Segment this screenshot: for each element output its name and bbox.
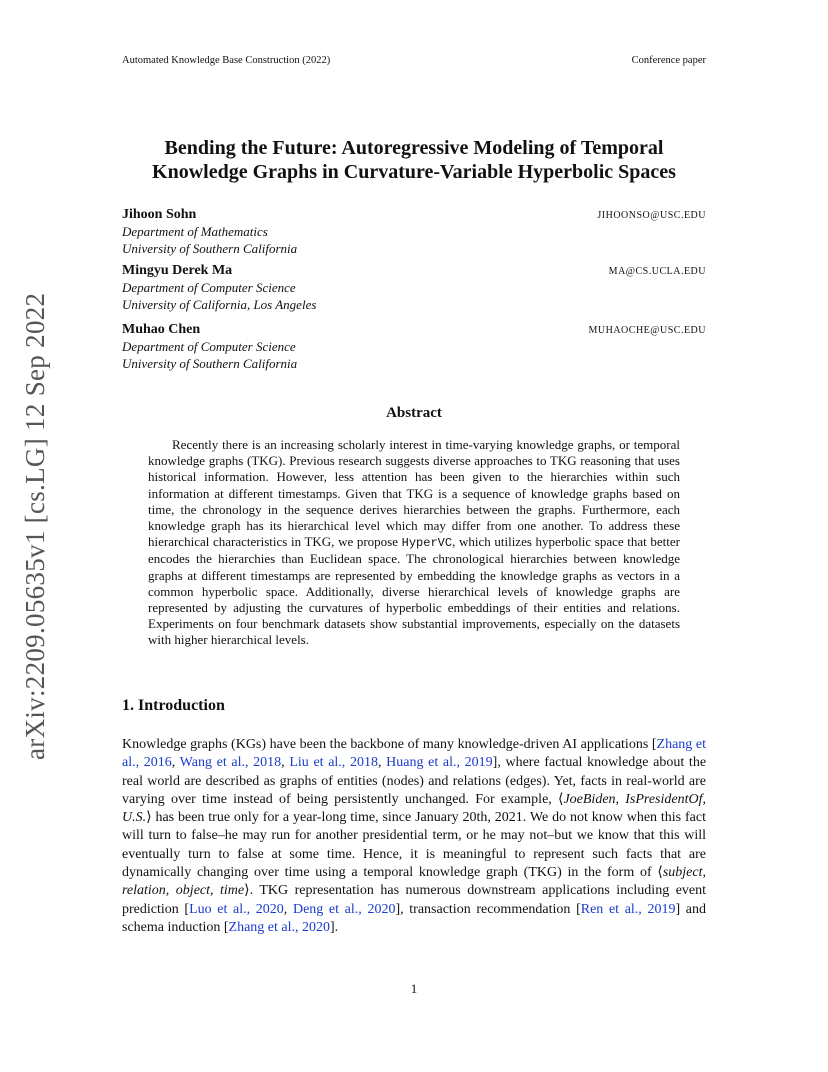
author-name: Mingyu Derek Ma [122,263,233,278]
author-university: University of Southern California [122,356,298,371]
author-block [122,262,706,313]
fact-tuple: JoeBiden, IsPresidentOf, U.S. [122,791,706,826]
author-department: Department of Mathematics [122,224,268,239]
running-header-venue: Automated Knowledge Base Construction (2022) [122,55,331,66]
abstract-body [148,437,680,649]
title-line-1: Bending the Future: Autoregressive Modeling of Temporal [164,137,664,159]
citation-link[interactable]: Zhang et al., 2016 [122,737,706,771]
intro-text: , [377,755,387,771]
intro-text: , [171,755,180,771]
citation-link[interactable]: Huang et al., 2019 [386,755,493,771]
author-name: Jihoon Sohn [122,207,197,222]
intro-text: Knowledge graphs (KGs) have been the backbone of many knowledge-driven AI applications [ [122,737,657,752]
author-name: Muhao Chen [122,322,201,337]
citation-link[interactable]: Zhang et al., 2020 [228,919,331,935]
author-university: University of California, Los Angeles [122,297,317,312]
intro-text: ], transaction recommendation [ [395,901,581,917]
author-university: University of Southern California [122,241,298,256]
page-number: 1 [410,981,418,996]
intro-text: ] and schema induction [ [122,901,706,935]
author-department: Department of Computer Science [122,339,296,354]
author-email: MA@CS.UCLA.EDU [608,266,706,277]
arxiv-stamp: arXiv:2209.05635v1 [cs.LG] 12 Sep 2022 [20,292,50,760]
abstract-heading: Abstract [386,405,442,421]
section-heading-introduction: 1. Introduction [122,697,225,714]
author-email: JIHOONSO@USC.EDU [597,210,706,221]
author-department: Department of Computer Science [122,280,296,295]
intro-text: , [283,901,293,917]
author-block [122,321,706,372]
citation-link[interactable]: Wang et al., 2018 [179,755,282,771]
citation-link[interactable]: Luo et al., 2020 [189,901,284,917]
citation-link[interactable]: Ren et al., 2019 [580,901,676,917]
citation-link[interactable]: Deng et al., 2020 [292,901,396,917]
tkg-tuple: subject, relation, object, time [122,865,706,899]
author-email: MUHAOCHE@USC.EDU [588,325,706,336]
paper-title [0,136,828,184]
intro-text: ⟩ has been true only for a year-long time, since January 20th, 2021. We do not know when this fact will turn to false–he may run for another presidential term, or he may not–but we know that this will eventually turn to false at some time. Hence, it is meaningful to represent such facts that are dynamically changing over time using a temporal knowledge graph (TKG) in the form of ⟨ [122,810,706,881]
method-name: HyperVC [401,536,453,551]
abstract-text: , which utilizes hyperbolic space that better encodes the hierarchies than Euclidean space. The chronological hierarchies between knowledge graphs at different timestamps are represented by embedding the knowledge graphs as vectors in a common hyperbolic space. Additionally, diverse hierarchical levels of knowledge graphs are represented by adjusting the curvatures of hyperbolic embeddings of their entities and relations. Experiments on four benchmark datasets show substantial improvements, especially on the datasets with higher hierarchical levels. [148,534,680,648]
intro-text: , [281,755,290,771]
intro-text: ]. [330,919,339,935]
author-block [122,206,706,257]
intro-text: ⟩. TKG representation has numerous downstream applications including event prediction [ [122,883,707,917]
title-line-2: Knowledge Graphs in Curvature-Variable Hyperbolic Spaces [152,161,676,183]
citation-link[interactable]: Liu et al., 2018 [289,755,378,771]
intro-text: ], where factual knowledge about the real world are described as graphs of entities (nodes) and relations (edges). Yet, facts in real-world are varying over time instead of being persistently unchanged. For example, ⟨ [122,755,707,807]
running-header-type: Conference paper [631,55,706,66]
abstract-text: Recently there is an increasing scholarly interest in time-varying knowledge graphs, or temporal knowledge graphs (TKG). Previous research suggests diverse approaches to TKG reasoning that uses historical information. However, less attention has been given to the hierarchies within such information at different timestamps. Given that TKG is a sequence of knowledge graphs based on time, the chronology in the sequence derives hierarchies between the graphs. Furthermore, each knowledge graph has its hierarchical level which may differ from one another. To address these hierarchical characteristics in TKG, we propose [148,437,680,550]
introduction-paragraph [122,736,706,937]
